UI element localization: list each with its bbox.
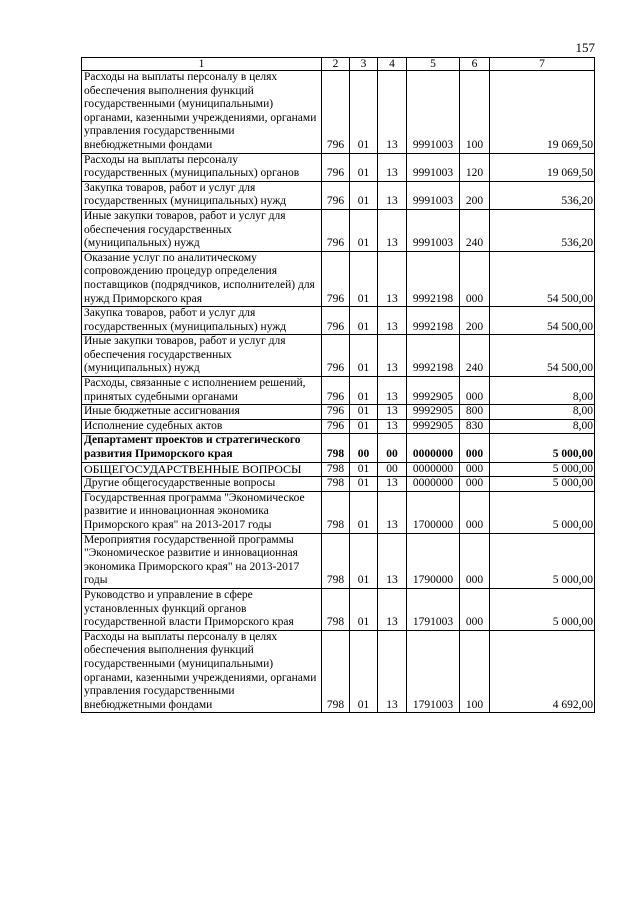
- section-code-cell: 01: [350, 462, 378, 477]
- row-name-cell: Расходы на выплаты персоналу в целях обеспечения выполнения функций государственными (муниципальными) органами, казенными учреждениями, органами управления государственными внебюджетными фондами: [82, 71, 322, 154]
- expense-type-cell: 200: [460, 307, 490, 335]
- column-header: 4: [378, 58, 407, 71]
- section-code-cell: 01: [350, 251, 378, 306]
- department-code-cell: 796: [322, 71, 350, 154]
- row-name-cell: Оказание услуг по аналитическому сопровождению процедур определения поставщиков (подрядчиков, исполнителей) для нужд Приморского края: [82, 251, 322, 306]
- amount-cell: 5 000,00: [490, 462, 595, 477]
- target-article-cell: 0000000: [407, 462, 460, 477]
- department-code-cell: 796: [322, 209, 350, 251]
- amount-cell: 8,00: [490, 377, 595, 405]
- department-code-cell: 796: [322, 335, 350, 377]
- department-code-cell: 798: [322, 462, 350, 477]
- expense-type-cell: 000: [460, 588, 490, 630]
- subsection-code-cell: 13: [378, 419, 407, 434]
- department-code-cell: 798: [322, 477, 350, 492]
- amount-cell: 54 500,00: [490, 307, 595, 335]
- target-article-cell: 9992905: [407, 419, 460, 434]
- target-article-cell: 9992198: [407, 335, 460, 377]
- subsection-code-cell: 13: [378, 71, 407, 154]
- department-code-cell: 796: [322, 419, 350, 434]
- row-name-cell: Расходы на выплаты персоналу в целях обеспечения выполнения функций государственными (муниципальными) органами, казенными учреждениями, органами управления государственными внебюджетными фондами: [82, 630, 322, 713]
- amount-cell: 5 000,00: [490, 491, 595, 533]
- target-article-cell: 0000000: [407, 434, 460, 462]
- table-row: [82, 251, 595, 306]
- department-code-cell: 796: [322, 405, 350, 420]
- table-row: [82, 462, 595, 477]
- target-article-cell: 9991003: [407, 209, 460, 251]
- subsection-code-cell: 13: [378, 377, 407, 405]
- section-code-cell: 00: [350, 434, 378, 462]
- department-code-cell: 798: [322, 491, 350, 533]
- target-article-cell: 9992905: [407, 377, 460, 405]
- target-article-cell: 9992198: [407, 307, 460, 335]
- amount-cell: 19 069,50: [490, 153, 595, 181]
- amount-cell: 54 500,00: [490, 251, 595, 306]
- target-article-cell: 9991003: [407, 71, 460, 154]
- page-number: 157: [575, 40, 595, 55]
- amount-cell: 5 000,00: [490, 533, 595, 588]
- row-name-cell: Мероприятия государственной программы "Экономическое развитие и инновационная экономика Приморского края" на 2013-2017 годы: [82, 533, 322, 588]
- subsection-code-cell: 13: [378, 153, 407, 181]
- row-name-cell: Расходы на выплаты персоналу государственных (муниципальных) органов: [82, 153, 322, 181]
- subsection-code-cell: 00: [378, 462, 407, 477]
- section-code-cell: 01: [350, 335, 378, 377]
- table-row: [82, 377, 595, 405]
- department-code-cell: 798: [322, 630, 350, 713]
- budget-table: [81, 57, 595, 713]
- table-row: [82, 588, 595, 630]
- target-article-cell: 9992198: [407, 251, 460, 306]
- subsection-code-cell: 13: [378, 405, 407, 420]
- expense-type-cell: 000: [460, 491, 490, 533]
- subsection-code-cell: 13: [378, 630, 407, 713]
- department-code-cell: 798: [322, 434, 350, 462]
- section-code-cell: 01: [350, 533, 378, 588]
- expense-type-cell: 000: [460, 377, 490, 405]
- table-row: [82, 307, 595, 335]
- department-code-cell: 796: [322, 181, 350, 209]
- target-article-cell: 1700000: [407, 491, 460, 533]
- expense-type-cell: 000: [460, 251, 490, 306]
- column-header: 1: [82, 58, 322, 71]
- row-name-cell: Закупка товаров, работ и услуг для государственных (муниципальных) нужд: [82, 181, 322, 209]
- expense-type-cell: 830: [460, 419, 490, 434]
- target-article-cell: 1791003: [407, 630, 460, 713]
- expense-type-cell: 800: [460, 405, 490, 420]
- table-row: [82, 533, 595, 588]
- subsection-code-cell: 13: [378, 209, 407, 251]
- subsection-code-cell: 00: [378, 434, 407, 462]
- section-code-cell: 01: [350, 307, 378, 335]
- amount-cell: 536,20: [490, 181, 595, 209]
- department-code-cell: 796: [322, 153, 350, 181]
- section-code-cell: 01: [350, 181, 378, 209]
- table-row: [82, 434, 595, 462]
- amount-cell: 8,00: [490, 405, 595, 420]
- row-name-cell: Расходы, связанные с исполнением решений, принятых судебными органами: [82, 377, 322, 405]
- target-article-cell: 9991003: [407, 181, 460, 209]
- target-article-cell: 0000000: [407, 477, 460, 492]
- expense-type-cell: 200: [460, 181, 490, 209]
- row-name-cell: Иные закупки товаров, работ и услуг для обеспечения государственных (муниципальных) нужд: [82, 209, 322, 251]
- subsection-code-cell: 13: [378, 491, 407, 533]
- row-name-cell: Руководство и управление в сфере установленных функций органов государственной власти Приморского края: [82, 588, 322, 630]
- amount-cell: 5 000,00: [490, 434, 595, 462]
- section-code-cell: 01: [350, 71, 378, 154]
- row-name-cell: Иные закупки товаров, работ и услуг для обеспечения государственных (муниципальных) нужд: [82, 335, 322, 377]
- row-name-cell: Закупка товаров, работ и услуг для государственных (муниципальных) нужд: [82, 307, 322, 335]
- table-row: [82, 405, 595, 420]
- amount-cell: 5 000,00: [490, 477, 595, 492]
- section-code-cell: 01: [350, 209, 378, 251]
- table-row: [82, 491, 595, 533]
- subsection-code-cell: 13: [378, 588, 407, 630]
- table-row: [82, 153, 595, 181]
- expense-type-cell: 000: [460, 434, 490, 462]
- column-header: 5: [407, 58, 460, 71]
- table-row: [82, 209, 595, 251]
- department-code-cell: 796: [322, 307, 350, 335]
- table-row: [82, 181, 595, 209]
- row-name-cell: Исполнение судебных актов: [82, 419, 322, 434]
- expense-type-cell: 100: [460, 630, 490, 713]
- table-row: [82, 477, 595, 492]
- section-code-cell: 01: [350, 405, 378, 420]
- subsection-code-cell: 13: [378, 533, 407, 588]
- column-header: 2: [322, 58, 350, 71]
- section-code-cell: 01: [350, 588, 378, 630]
- table-body: [82, 71, 595, 713]
- department-code-cell: 798: [322, 588, 350, 630]
- subsection-code-cell: 13: [378, 477, 407, 492]
- table-row: [82, 630, 595, 713]
- expense-type-cell: 100: [460, 71, 490, 154]
- table-row: [82, 419, 595, 434]
- column-header: 7: [490, 58, 595, 71]
- amount-cell: 19 069,50: [490, 71, 595, 154]
- row-name-cell: Иные бюджетные ассигнования: [82, 405, 322, 420]
- subsection-code-cell: 13: [378, 251, 407, 306]
- table-header-row: [82, 58, 595, 71]
- column-header: 6: [460, 58, 490, 71]
- amount-cell: 536,20: [490, 209, 595, 251]
- expense-type-cell: 240: [460, 335, 490, 377]
- section-code-cell: 01: [350, 491, 378, 533]
- row-name-cell: Государственная программа "Экономическое развитие и инновационная экономика Приморского края" на 2013-2017 годы: [82, 491, 322, 533]
- amount-cell: 4 692,00: [490, 630, 595, 713]
- section-code-cell: 01: [350, 630, 378, 713]
- target-article-cell: 1791003: [407, 588, 460, 630]
- target-article-cell: 1790000: [407, 533, 460, 588]
- table-row: [82, 71, 595, 154]
- department-code-cell: 796: [322, 377, 350, 405]
- amount-cell: 54 500,00: [490, 335, 595, 377]
- target-article-cell: 9992905: [407, 405, 460, 420]
- section-code-cell: 01: [350, 419, 378, 434]
- row-name-cell: ОБЩЕГОСУДАРСТВЕННЫЕ ВОПРОСЫ: [82, 462, 322, 477]
- section-code-cell: 01: [350, 153, 378, 181]
- table-row: [82, 335, 595, 377]
- expense-type-cell: 240: [460, 209, 490, 251]
- amount-cell: 5 000,00: [490, 588, 595, 630]
- subsection-code-cell: 13: [378, 335, 407, 377]
- expense-type-cell: 000: [460, 462, 490, 477]
- section-code-cell: 01: [350, 377, 378, 405]
- column-header: 3: [350, 58, 378, 71]
- amount-cell: 8,00: [490, 419, 595, 434]
- subsection-code-cell: 13: [378, 307, 407, 335]
- section-code-cell: 01: [350, 477, 378, 492]
- department-code-cell: 798: [322, 533, 350, 588]
- row-name-cell: Другие общегосударственные вопросы: [82, 477, 322, 492]
- expense-type-cell: 000: [460, 533, 490, 588]
- department-code-cell: 796: [322, 251, 350, 306]
- expense-type-cell: 000: [460, 477, 490, 492]
- expense-type-cell: 120: [460, 153, 490, 181]
- row-name-cell: Департамент проектов и стратегического развития Приморского края: [82, 434, 322, 462]
- target-article-cell: 9991003: [407, 153, 460, 181]
- subsection-code-cell: 13: [378, 181, 407, 209]
